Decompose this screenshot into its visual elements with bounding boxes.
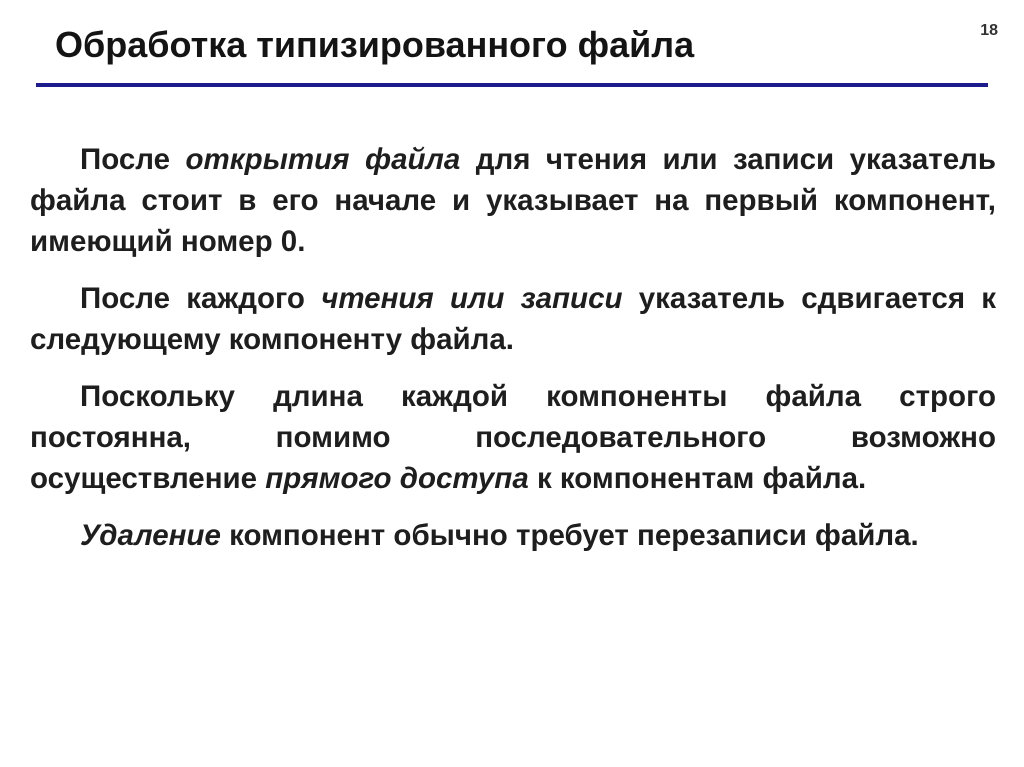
title-divider	[36, 83, 988, 87]
text-segment: к компонентам файла.	[528, 462, 867, 495]
emphasized-text: прямого доступа	[265, 462, 529, 495]
slide-number: 18	[980, 22, 998, 39]
emphasized-text: открытия файла	[185, 143, 461, 176]
emphasized-text: чтения или записи	[321, 282, 623, 315]
text-segment: После каждого	[80, 282, 322, 315]
slide-body	[30, 139, 996, 572]
paragraph	[30, 139, 996, 262]
emphasized-text: Удаление	[80, 519, 221, 552]
text-segment: указатель сдвигается к следующему компоненту файла.	[30, 282, 996, 356]
paragraph	[30, 515, 996, 556]
paragraph	[30, 278, 996, 360]
text-segment: Поскольку длина каждой компоненты файла строго постоянна, помимо последовательного возможно осуществление	[30, 380, 996, 495]
text-segment: для чтения или записи указатель файла стоит в его начале и указывает на первый компонент, имеющий номер 0.	[30, 143, 996, 258]
text-segment: компонент обычно требует перезаписи файла.	[220, 519, 919, 552]
slide-title: Обработка типизированного файла	[55, 24, 695, 65]
paragraph	[30, 376, 996, 499]
text-segment: После	[80, 143, 186, 176]
